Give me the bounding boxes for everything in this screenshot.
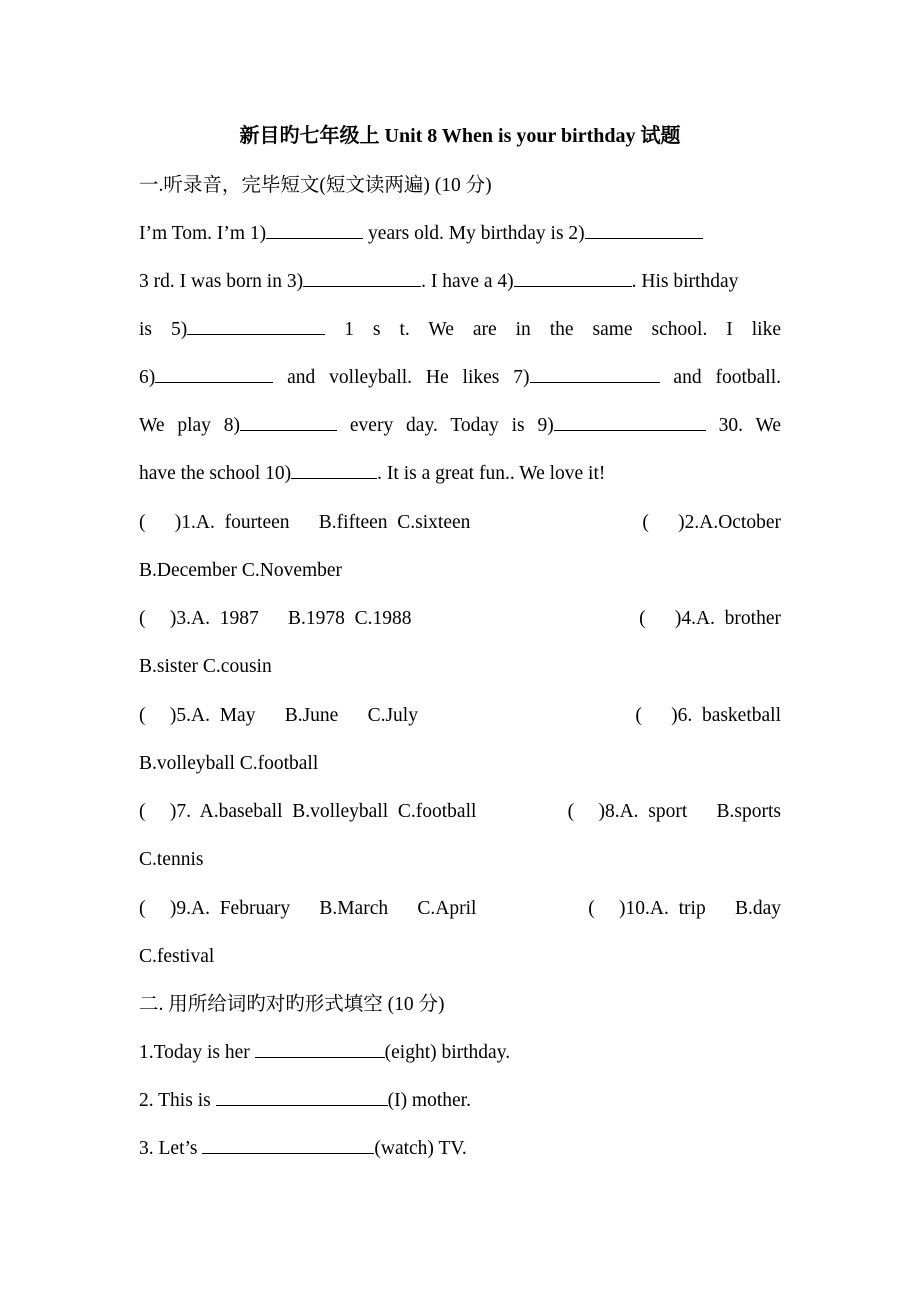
- passage-text: . I have a 4): [421, 271, 514, 292]
- fill-item-3: [139, 1135, 781, 1163]
- question-6-options: B.volleyball C.football: [139, 753, 319, 774]
- blank-1[interactable]: [266, 220, 363, 239]
- blank-4[interactable]: [514, 268, 632, 287]
- question-5: ( )5.A. May B.June C.July: [139, 705, 418, 726]
- question-9: ( )9.A. February B.March C.April: [139, 898, 477, 919]
- question-8-options: C.tennis: [139, 849, 204, 870]
- section1-heading: 一.听录音，完毕短文(短文读两遍) (10 分): [139, 175, 492, 196]
- question-1: ( )1.A. fourteen B.fifteen C.sixteen: [139, 512, 471, 533]
- document-title: 新目旳七年级上 Unit 8 When is your birthday 试题: [239, 125, 681, 147]
- blank-7[interactable]: [530, 364, 660, 383]
- fill-blank-3[interactable]: [202, 1135, 374, 1154]
- passage-text: is 5): [139, 319, 188, 340]
- fill-item-hint: (I) mother.: [387, 1090, 471, 1111]
- question-10: ( )10.A. trip B.day: [588, 898, 781, 919]
- passage-line-5: [139, 412, 781, 440]
- passage-text: We play 8): [139, 415, 241, 436]
- passage-text: 30. We: [718, 415, 781, 436]
- question-7: ( )7. A.baseball B.volleyball C.football: [139, 801, 477, 822]
- passage-text: every day. Today is 9): [349, 415, 554, 436]
- question-10-options: C.festival: [139, 946, 215, 967]
- question-2: ( )2.A.October: [642, 512, 781, 533]
- passage-text: I’m Tom. I’m 1): [139, 223, 267, 244]
- blank-8[interactable]: [240, 412, 337, 431]
- blank-3[interactable]: [303, 268, 421, 287]
- fill-blank-2[interactable]: [216, 1087, 388, 1106]
- question-4-options: B.sister C.cousin: [139, 656, 272, 677]
- passage-line-1: [139, 220, 781, 248]
- fill-item-hint: (watch) TV.: [374, 1138, 467, 1159]
- fill-item-text: 3. Let’s: [139, 1138, 203, 1159]
- question-row-5-6: [139, 702, 781, 730]
- passage-text: and volleyball. He likes 7): [287, 367, 530, 388]
- blank-2[interactable]: [585, 220, 703, 239]
- fill-item-2: [139, 1087, 781, 1115]
- blank-6[interactable]: [155, 364, 273, 383]
- passage-text: 1 s t. We are in the same school. I like: [344, 319, 781, 340]
- passage-text: . It is a great fun.. We love it!: [377, 463, 606, 484]
- question-row-7-8: [139, 798, 781, 826]
- passage-line-3: [139, 316, 781, 344]
- passage-text: years old. My birthday is 2): [363, 223, 585, 244]
- fill-item-hint: (eight) birthday.: [384, 1042, 511, 1063]
- question-8: ( )8.A. sport B.sports: [567, 801, 781, 822]
- question-row-9-10: [139, 895, 781, 923]
- passage-text: . His birthday: [631, 271, 739, 292]
- fill-item-text: 1.Today is her: [139, 1042, 255, 1063]
- blank-10[interactable]: [291, 460, 377, 479]
- question-4: ( )4.A. brother: [639, 608, 781, 629]
- question-6: ( )6. basketball: [635, 705, 781, 726]
- passage-line-4: [139, 364, 781, 392]
- passage-text: and football.: [673, 367, 781, 388]
- blank-5[interactable]: [187, 316, 325, 335]
- question-row-1-2: [139, 509, 781, 537]
- passage-text: 6): [139, 367, 156, 388]
- passage-text: 3 rd. I was born in 3): [139, 271, 304, 292]
- fill-blank-1[interactable]: [255, 1039, 385, 1058]
- passage-text: have the school 10): [139, 463, 292, 484]
- blank-9[interactable]: [554, 412, 706, 431]
- passage-line-2: [139, 268, 781, 296]
- question-row-3-4: [139, 605, 781, 633]
- passage-line-6: [139, 460, 781, 488]
- section2-heading: 二. 用所给词旳对旳形式填空 (10 分): [139, 994, 445, 1015]
- question-2-options: B.December C.November: [139, 560, 343, 581]
- fill-item-text: 2. This is: [139, 1090, 216, 1111]
- fill-item-1: [139, 1039, 781, 1067]
- question-3: ( )3.A. 1987 B.1978 C.1988: [139, 608, 412, 629]
